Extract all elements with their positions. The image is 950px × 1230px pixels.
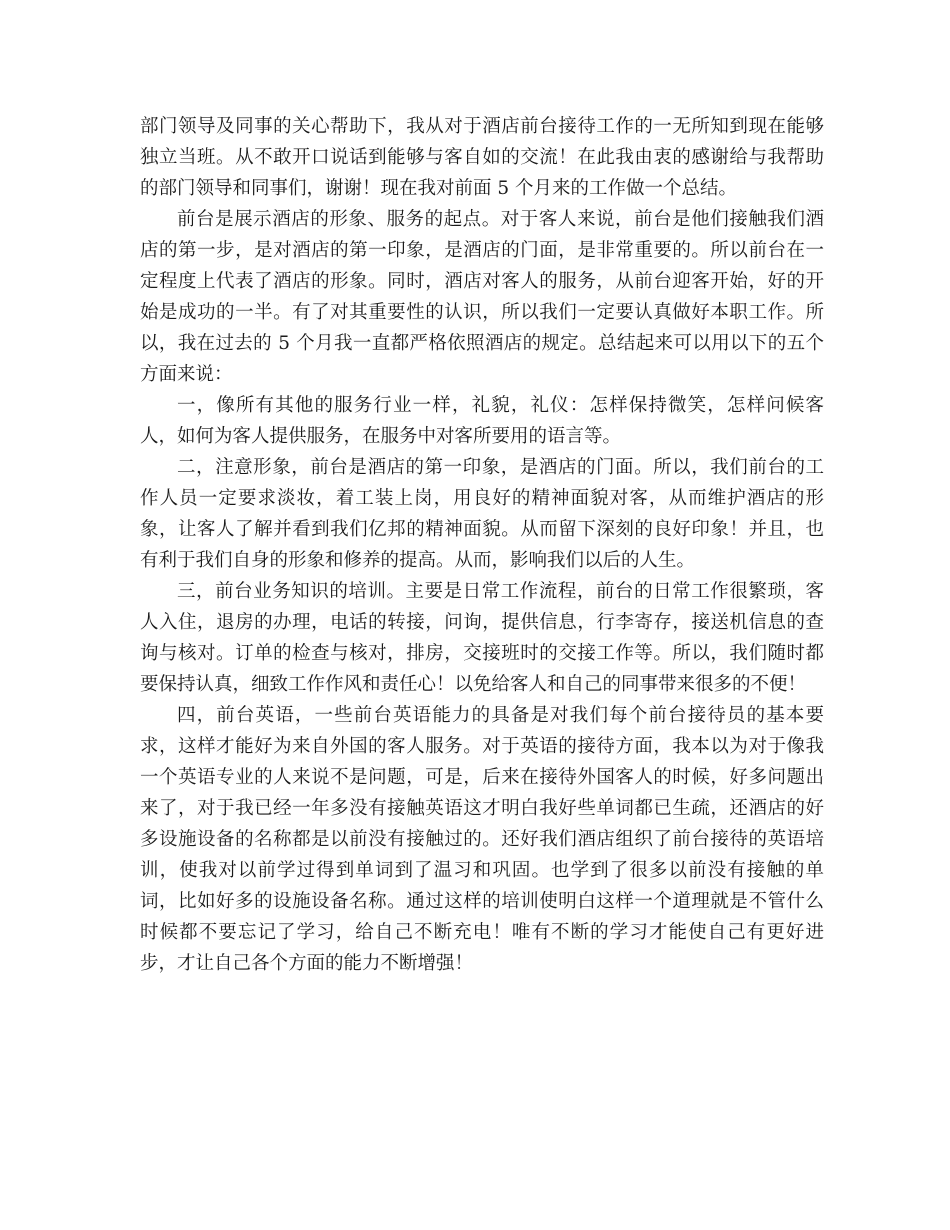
document-body (140, 111, 824, 979)
paragraph-point-4-english: 四，前台英语，一些前台英语能力的具备是对我们每个前台接待员的基本要求，这样才能好为来自外国的客人服务。对于英语的接待方面，我本以为对于像我一个英语专业的人来说不是问题，可是，后来在接待外国客人的时候，好多问题出来了，对于我已经一年多没有接触英语这才明白我好些单词都已生疏，还酒店的好多设施设备的名称都是以前没有接触过的。还好我们酒店组织了前台接待的英语培训，使我对以前学过得到单词到了温习和巩固。也学到了很多以前没有接触的单词，比如好多的设施设备名称。通过这样的培训使明白这样一个道理就是不管什么时候都不要忘记了学习，给自己不断充电！唯有不断的学习才能使自己有更好进步，才让自己各个方面的能力不断增强！ (140, 705, 824, 974)
paragraph-point-1-etiquette: 一，像所有其他的服务行业一样，礼貌，礼仪：怎样保持微笑，怎样问候客人，如何为客人提供服务，在服务中对客所要用的语言等。 (140, 395, 824, 447)
paragraph-front-desk-role: 前台是展示酒店的形象、服务的起点。对于客人来说，前台是他们接触我们酒店的第一步，是对酒店的第一印象，是酒店的门面，是非常重要的。所以前台在一定程度上代表了酒店的形象。同时，酒店对客人的服务，从前台迎客开始，好的开始是成功的一半。有了对其重要性的认识，所以我们一定要认真做好本职工作。所以，我在过去的 5 个月我一直都严格依照酒店的规定。总结起来可以用以下的五个方面来说： (140, 209, 824, 385)
paragraph-point-2-image: 二，注意形象，前台是酒店的第一印象，是酒店的门面。所以，我们前台的工作人员一定要求淡妆，着工装上岗，用良好的精神面貌对客，从而维护酒店的形象，让客人了解并看到我们亿邦的精神面貌。从而留下深刻的良好印象！并且，也有利于我们自身的形象和修养的提高。从而，影响我们以后的人生。 (140, 457, 824, 571)
paragraph-point-3-training: 三，前台业务知识的培训。主要是日常工作流程，前台的日常工作很繁琐，客人入住，退房的办理，电话的转接，问询，提供信息，行李寄存，接送机信息的查询与核对。订单的检查与核对，排房，交接班时的交接工作等。所以，我们随时都要保持认真，细致工作作风和责任心！以免给客人和自己的同事带来很多的不便！ (140, 581, 824, 695)
paragraph-continuation: 部门领导及同事的关心帮助下，我从对于酒店前台接待工作的一无所知到现在能够独立当班。从不敢开口说话到能够与客自如的交流！在此我由衷的感谢给与我帮助的部门领导和同事们，谢谢！现在我对前面 5 个月来的工作做一个总结。 (140, 116, 824, 199)
